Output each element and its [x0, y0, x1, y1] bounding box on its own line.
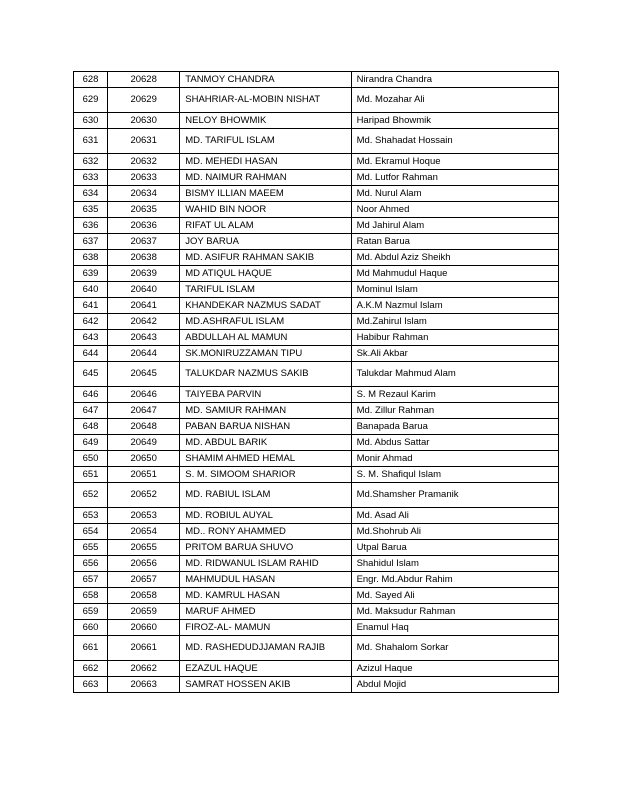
roll-cell: 20639 [108, 266, 180, 282]
table-row [74, 387, 559, 403]
father-name-cell: Enamul Haq [351, 620, 558, 636]
serial-cell: 630 [74, 113, 108, 129]
table-row [74, 113, 559, 129]
serial-cell: 644 [74, 346, 108, 362]
father-name-cell: Noor Ahmed [351, 202, 558, 218]
table-row [74, 556, 559, 572]
table-row [74, 202, 559, 218]
serial-cell: 639 [74, 266, 108, 282]
roll-cell: 20656 [108, 556, 180, 572]
serial-cell: 642 [74, 314, 108, 330]
table-row [74, 403, 559, 419]
student-name-cell: SK.MONIRUZZAMAN TIPU [180, 346, 351, 362]
father-name-cell: Abdul Mojid [351, 677, 558, 693]
father-name-cell: Sk.Ali Akbar [351, 346, 558, 362]
table-row [74, 266, 559, 282]
serial-cell: 650 [74, 451, 108, 467]
roll-cell: 20648 [108, 419, 180, 435]
serial-cell: 657 [74, 572, 108, 588]
father-name-cell: Md. Maksudur Rahman [351, 604, 558, 620]
serial-cell: 653 [74, 508, 108, 524]
table-row [74, 234, 559, 250]
table-body [74, 72, 559, 693]
roll-cell: 20651 [108, 467, 180, 483]
roll-cell: 20637 [108, 234, 180, 250]
father-name-cell: Md. Lutfor Rahman [351, 170, 558, 186]
serial-cell: 645 [74, 362, 108, 387]
father-name-cell: Mominul Islam [351, 282, 558, 298]
serial-cell: 663 [74, 677, 108, 693]
serial-cell: 637 [74, 234, 108, 250]
student-name-cell: TANMOY CHANDRA [180, 72, 351, 88]
student-name-cell: MD ATIQUL HAQUE [180, 266, 351, 282]
serial-cell: 651 [74, 467, 108, 483]
student-name-cell: TALUKDAR NAZMUS SAKIB [180, 362, 351, 387]
serial-cell: 658 [74, 588, 108, 604]
table-row [74, 346, 559, 362]
student-name-cell: JOY BARUA [180, 234, 351, 250]
student-name-cell: BISMY ILLIAN MAEEM [180, 186, 351, 202]
father-name-cell: Md. Abdul Aziz Sheikh [351, 250, 558, 266]
table-row [74, 524, 559, 540]
serial-cell: 636 [74, 218, 108, 234]
table-row [74, 604, 559, 620]
serial-cell: 631 [74, 129, 108, 154]
serial-cell: 652 [74, 483, 108, 508]
roll-cell: 20646 [108, 387, 180, 403]
roll-cell: 20634 [108, 186, 180, 202]
father-name-cell: Shahidul Islam [351, 556, 558, 572]
table-row [74, 298, 559, 314]
student-list-table [73, 71, 559, 693]
student-name-cell: S. M. SIMOOM SHARIOR [180, 467, 351, 483]
serial-cell: 640 [74, 282, 108, 298]
roll-cell: 20635 [108, 202, 180, 218]
father-name-cell: Azizul Haque [351, 661, 558, 677]
student-name-cell: SHAMIM AHMED HEMAL [180, 451, 351, 467]
father-name-cell: Talukdar Mahmud Alam [351, 362, 558, 387]
table-row [74, 620, 559, 636]
father-name-cell: S. M. Shafiqul Islam [351, 467, 558, 483]
father-name-cell: Md. Abdus Sattar [351, 435, 558, 451]
student-name-cell: SHAHRIAR-AL-MOBIN NISHAT [180, 88, 351, 113]
serial-cell: 661 [74, 636, 108, 661]
father-name-cell: Engr. Md.Abdur Rahim [351, 572, 558, 588]
table-row [74, 314, 559, 330]
roll-cell: 20658 [108, 588, 180, 604]
father-name-cell: Md. Zillur Rahman [351, 403, 558, 419]
student-name-cell: MD. TARIFUL ISLAM [180, 129, 351, 154]
student-name-cell: SAMRAT HOSSEN AKIB [180, 677, 351, 693]
table-row [74, 572, 559, 588]
table-row [74, 467, 559, 483]
father-name-cell: Md Mahmudul Haque [351, 266, 558, 282]
student-name-cell: MD. RASHEDUDJJAMAN RAJIB [180, 636, 351, 661]
student-name-cell: RIFAT UL ALAM [180, 218, 351, 234]
student-name-cell: MD. KAMRUL HASAN [180, 588, 351, 604]
table-row [74, 451, 559, 467]
serial-cell: 629 [74, 88, 108, 113]
table-row [74, 129, 559, 154]
serial-cell: 646 [74, 387, 108, 403]
serial-cell: 647 [74, 403, 108, 419]
student-name-cell: MD.ASHRAFUL ISLAM [180, 314, 351, 330]
serial-cell: 659 [74, 604, 108, 620]
table-row [74, 88, 559, 113]
roll-cell: 20630 [108, 113, 180, 129]
roll-cell: 20659 [108, 604, 180, 620]
serial-cell: 662 [74, 661, 108, 677]
table-row [74, 588, 559, 604]
father-name-cell: Haripad Bhowmik [351, 113, 558, 129]
student-name-cell: FIROZ-AL- MAMUN [180, 620, 351, 636]
table-row [74, 540, 559, 556]
father-name-cell: Habibur Rahman [351, 330, 558, 346]
father-name-cell: Md. Mozahar Ali [351, 88, 558, 113]
table-row [74, 218, 559, 234]
student-name-cell: ABDULLAH AL MAMUN [180, 330, 351, 346]
student-name-cell: TARIFUL ISLAM [180, 282, 351, 298]
serial-cell: 654 [74, 524, 108, 540]
student-name-cell: MD. ASIFUR RAHMAN SAKIB [180, 250, 351, 266]
father-name-cell: Md Jahirul Alam [351, 218, 558, 234]
table-row [74, 154, 559, 170]
table-row [74, 186, 559, 202]
student-name-cell: MAHMUDUL HASAN [180, 572, 351, 588]
roll-cell: 20661 [108, 636, 180, 661]
serial-cell: 634 [74, 186, 108, 202]
father-name-cell: Md. Asad Ali [351, 508, 558, 524]
student-name-cell: MD. NAIMUR RAHMAN [180, 170, 351, 186]
father-name-cell: Ratan Barua [351, 234, 558, 250]
serial-cell: 648 [74, 419, 108, 435]
serial-cell: 633 [74, 170, 108, 186]
serial-cell: 632 [74, 154, 108, 170]
student-name-cell: WAHID BIN NOOR [180, 202, 351, 218]
roll-cell: 20647 [108, 403, 180, 419]
roll-cell: 20660 [108, 620, 180, 636]
table-row [74, 250, 559, 266]
roll-cell: 20629 [108, 88, 180, 113]
table-row [74, 636, 559, 661]
serial-cell: 649 [74, 435, 108, 451]
father-name-cell: Md.Shohrub Ali [351, 524, 558, 540]
table-row [74, 72, 559, 88]
roll-cell: 20652 [108, 483, 180, 508]
father-name-cell: S. M Rezaul Karim [351, 387, 558, 403]
roll-cell: 20653 [108, 508, 180, 524]
roll-cell: 20636 [108, 218, 180, 234]
student-name-cell: MD. ABDUL BARIK [180, 435, 351, 451]
roll-cell: 20640 [108, 282, 180, 298]
student-name-cell: MARUF AHMED [180, 604, 351, 620]
father-name-cell: Md. Nurul Alam [351, 186, 558, 202]
roll-cell: 20643 [108, 330, 180, 346]
father-name-cell: Md. Ekramul Hoque [351, 154, 558, 170]
student-name-cell: MD.. RONY AHAMMED [180, 524, 351, 540]
father-name-cell: Banapada Barua [351, 419, 558, 435]
student-name-cell: EZAZUL HAQUE [180, 661, 351, 677]
roll-cell: 20654 [108, 524, 180, 540]
serial-cell: 655 [74, 540, 108, 556]
table-row [74, 508, 559, 524]
father-name-cell: Md. Shahadat Hossain [351, 129, 558, 154]
serial-cell: 643 [74, 330, 108, 346]
roll-cell: 20655 [108, 540, 180, 556]
roll-cell: 20641 [108, 298, 180, 314]
serial-cell: 638 [74, 250, 108, 266]
table-row [74, 435, 559, 451]
table-row [74, 282, 559, 298]
student-name-cell: PABAN BARUA NISHAN [180, 419, 351, 435]
student-name-cell: MD. RABIUL ISLAM [180, 483, 351, 508]
table-row [74, 661, 559, 677]
father-name-cell: Monir Ahmad [351, 451, 558, 467]
table-row [74, 677, 559, 693]
student-name-cell: TAIYEBA PARVIN [180, 387, 351, 403]
table-row [74, 419, 559, 435]
father-name-cell: Md.Zahirul Islam [351, 314, 558, 330]
roll-cell: 20663 [108, 677, 180, 693]
roll-cell: 20657 [108, 572, 180, 588]
table-row [74, 362, 559, 387]
student-name-cell: KHANDEKAR NAZMUS SADAT [180, 298, 351, 314]
father-name-cell: Md.Shamsher Pramanik [351, 483, 558, 508]
student-name-cell: NELOY BHOWMIK [180, 113, 351, 129]
serial-cell: 635 [74, 202, 108, 218]
roll-cell: 20633 [108, 170, 180, 186]
serial-cell: 628 [74, 72, 108, 88]
roll-cell: 20644 [108, 346, 180, 362]
father-name-cell: Md. Shahalom Sorkar [351, 636, 558, 661]
roll-cell: 20645 [108, 362, 180, 387]
roll-cell: 20631 [108, 129, 180, 154]
roll-cell: 20649 [108, 435, 180, 451]
roll-cell: 20650 [108, 451, 180, 467]
serial-cell: 660 [74, 620, 108, 636]
table-row [74, 170, 559, 186]
father-name-cell: Utpal Barua [351, 540, 558, 556]
roll-cell: 20642 [108, 314, 180, 330]
roll-cell: 20662 [108, 661, 180, 677]
table-row [74, 330, 559, 346]
table-row [74, 483, 559, 508]
father-name-cell: Nirandra Chandra [351, 72, 558, 88]
student-name-cell: MD. SAMIUR RAHMAN [180, 403, 351, 419]
father-name-cell: Md. Sayed Ali [351, 588, 558, 604]
father-name-cell: A.K.M Nazmul Islam [351, 298, 558, 314]
student-name-cell: MD. MEHEDI HASAN [180, 154, 351, 170]
student-name-cell: PRITOM BARUA SHUVO [180, 540, 351, 556]
student-name-cell: MD. ROBIUL AUYAL [180, 508, 351, 524]
roll-cell: 20638 [108, 250, 180, 266]
student-name-cell: MD. RIDWANUL ISLAM RAHID [180, 556, 351, 572]
serial-cell: 641 [74, 298, 108, 314]
serial-cell: 656 [74, 556, 108, 572]
roll-cell: 20632 [108, 154, 180, 170]
roll-cell: 20628 [108, 72, 180, 88]
